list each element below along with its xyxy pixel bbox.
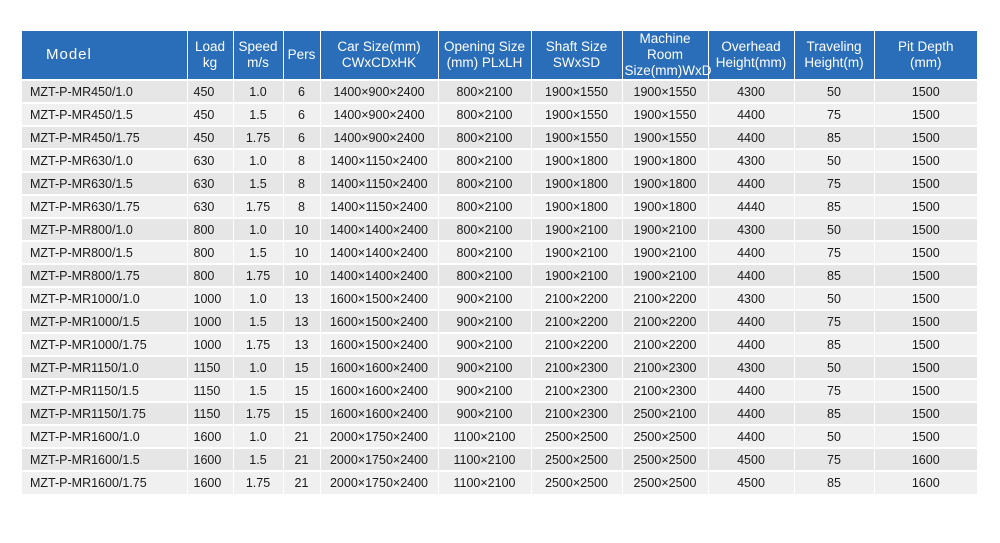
- cell-speed: 1.5: [233, 103, 283, 126]
- cell-pit-depth: 1500: [874, 218, 977, 241]
- cell-load: 1150: [187, 356, 233, 379]
- column-header-model: [22, 31, 187, 80]
- cell-speed: 1.75: [233, 402, 283, 425]
- column-header-line: Traveling: [806, 39, 862, 54]
- cell-overhead-height: 4400: [708, 310, 794, 333]
- column-header-line: Machine Room: [639, 31, 691, 62]
- cell-traveling-height: 85: [794, 264, 874, 287]
- cell-overhead-height: 4400: [708, 103, 794, 126]
- cell-speed: 1.5: [233, 310, 283, 333]
- cell-opening-size: 900×2100: [438, 402, 531, 425]
- column-header-load: [187, 31, 233, 80]
- cell-model: MZT-P-MR800/1.75: [22, 264, 187, 287]
- cell-pit-depth: 1500: [874, 379, 977, 402]
- cell-opening-size: 800×2100: [438, 103, 531, 126]
- cell-pit-depth: 1500: [874, 287, 977, 310]
- cell-car-size: 1600×1600×2400: [320, 379, 438, 402]
- cell-load: 800: [187, 218, 233, 241]
- cell-traveling-height: 75: [794, 448, 874, 471]
- cell-persons: 10: [283, 218, 320, 241]
- cell-model: MZT-P-MR450/1.0: [22, 80, 187, 103]
- cell-speed: 1.0: [233, 287, 283, 310]
- cell-model: MZT-P-MR1000/1.5: [22, 310, 187, 333]
- cell-traveling-height: 85: [794, 333, 874, 356]
- cell-overhead-height: 4500: [708, 471, 794, 494]
- cell-opening-size: 800×2100: [438, 195, 531, 218]
- cell-opening-size: 800×2100: [438, 172, 531, 195]
- column-header-line: Load: [194, 39, 226, 54]
- cell-car-size: 1400×900×2400: [320, 80, 438, 103]
- column-header-line: SWxSD: [552, 55, 601, 70]
- cell-pit-depth: 1600: [874, 448, 977, 471]
- cell-overhead-height: 4400: [708, 264, 794, 287]
- cell-overhead-height: 4400: [708, 379, 794, 402]
- cell-machine-room-size: 2500×2500: [622, 448, 708, 471]
- cell-model: MZT-P-MR1150/1.5: [22, 379, 187, 402]
- cell-machine-room-size: 1900×1550: [622, 80, 708, 103]
- column-header-line: Height(mm): [715, 55, 787, 70]
- cell-persons: 21: [283, 448, 320, 471]
- cell-persons: 13: [283, 310, 320, 333]
- cell-opening-size: 800×2100: [438, 80, 531, 103]
- column-header-line: Height(m): [804, 55, 864, 70]
- cell-traveling-height: 85: [794, 471, 874, 494]
- cell-machine-room-size: 2500×2500: [622, 471, 708, 494]
- cell-speed: 1.0: [233, 356, 283, 379]
- cell-pit-depth: 1500: [874, 80, 977, 103]
- cell-load: 800: [187, 241, 233, 264]
- cell-shaft-size: 1900×1550: [531, 80, 622, 103]
- cell-model: MZT-P-MR450/1.75: [22, 126, 187, 149]
- cell-persons: 6: [283, 80, 320, 103]
- column-header-overhead-height: [708, 31, 794, 80]
- column-header-line: Size(mm)WxD: [624, 63, 712, 78]
- cell-persons: 8: [283, 149, 320, 172]
- cell-speed: 1.5: [233, 448, 283, 471]
- cell-overhead-height: 4400: [708, 333, 794, 356]
- cell-speed: 1.75: [233, 333, 283, 356]
- cell-car-size: 1400×1400×2400: [320, 218, 438, 241]
- cell-traveling-height: 50: [794, 218, 874, 241]
- cell-opening-size: 900×2100: [438, 333, 531, 356]
- column-header-line: m/s: [247, 55, 269, 70]
- cell-persons: 10: [283, 241, 320, 264]
- cell-opening-size: 800×2100: [438, 241, 531, 264]
- cell-machine-room-size: 1900×1800: [622, 149, 708, 172]
- cell-machine-room-size: 2500×2500: [622, 425, 708, 448]
- cell-shaft-size: 1900×1800: [531, 195, 622, 218]
- cell-car-size: 1400×1400×2400: [320, 241, 438, 264]
- cell-shaft-size: 1900×1550: [531, 103, 622, 126]
- cell-car-size: 1400×900×2400: [320, 126, 438, 149]
- cell-traveling-height: 75: [794, 310, 874, 333]
- column-header-line: (mm): [910, 55, 942, 70]
- cell-model: MZT-P-MR1150/1.75: [22, 402, 187, 425]
- cell-overhead-height: 4500: [708, 448, 794, 471]
- cell-pit-depth: 1500: [874, 402, 977, 425]
- cell-car-size: 1400×1150×2400: [320, 149, 438, 172]
- cell-load: 450: [187, 126, 233, 149]
- cell-opening-size: 800×2100: [438, 218, 531, 241]
- cell-load: 1600: [187, 425, 233, 448]
- cell-opening-size: 1100×2100: [438, 425, 531, 448]
- cell-persons: 21: [283, 425, 320, 448]
- cell-speed: 1.5: [233, 172, 283, 195]
- table-row: [22, 103, 977, 126]
- cell-machine-room-size: 2100×2200: [622, 333, 708, 356]
- cell-machine-room-size: 1900×1550: [622, 126, 708, 149]
- cell-persons: 13: [283, 333, 320, 356]
- cell-load: 1150: [187, 379, 233, 402]
- cell-opening-size: 900×2100: [438, 287, 531, 310]
- cell-model: MZT-P-MR800/1.0: [22, 218, 187, 241]
- cell-car-size: 2000×1750×2400: [320, 425, 438, 448]
- cell-traveling-height: 50: [794, 149, 874, 172]
- cell-machine-room-size: 1900×1550: [622, 103, 708, 126]
- cell-load: 630: [187, 195, 233, 218]
- cell-machine-room-size: 1900×1800: [622, 172, 708, 195]
- cell-car-size: 1600×1600×2400: [320, 402, 438, 425]
- cell-persons: 13: [283, 287, 320, 310]
- column-header-pit-depth: [874, 31, 977, 80]
- column-header-persons: [283, 31, 320, 80]
- table-body: [22, 80, 977, 494]
- column-header-line: Model: [46, 46, 92, 63]
- table-row: [22, 333, 977, 356]
- cell-pit-depth: 1500: [874, 425, 977, 448]
- cell-car-size: 2000×1750×2400: [320, 471, 438, 494]
- cell-pit-depth: 1500: [874, 103, 977, 126]
- cell-opening-size: 1100×2100: [438, 471, 531, 494]
- cell-overhead-height: 4400: [708, 241, 794, 264]
- cell-overhead-height: 4300: [708, 287, 794, 310]
- cell-machine-room-size: 2500×2100: [622, 402, 708, 425]
- cell-speed: 1.5: [233, 241, 283, 264]
- cell-speed: 1.0: [233, 218, 283, 241]
- cell-traveling-height: 85: [794, 402, 874, 425]
- cell-overhead-height: 4300: [708, 218, 794, 241]
- cell-load: 800: [187, 264, 233, 287]
- column-header-line: kg: [202, 55, 218, 70]
- cell-model: MZT-P-MR1150/1.0: [22, 356, 187, 379]
- cell-machine-room-size: 2100×2200: [622, 287, 708, 310]
- cell-traveling-height: 75: [794, 379, 874, 402]
- cell-speed: 1.75: [233, 264, 283, 287]
- table-row: [22, 402, 977, 425]
- cell-persons: 6: [283, 126, 320, 149]
- table-row: [22, 80, 977, 103]
- cell-car-size: 1600×1500×2400: [320, 287, 438, 310]
- cell-load: 1000: [187, 333, 233, 356]
- cell-persons: 15: [283, 402, 320, 425]
- table-row: [22, 471, 977, 494]
- table-row: [22, 126, 977, 149]
- cell-car-size: 1400×1150×2400: [320, 195, 438, 218]
- cell-load: 1000: [187, 310, 233, 333]
- cell-persons: 8: [283, 172, 320, 195]
- cell-speed: 1.0: [233, 425, 283, 448]
- cell-model: MZT-P-MR1600/1.75: [22, 471, 187, 494]
- cell-model: MZT-P-MR1000/1.75: [22, 333, 187, 356]
- cell-pit-depth: 1500: [874, 241, 977, 264]
- cell-shaft-size: 1900×1800: [531, 172, 622, 195]
- cell-shaft-size: 2100×2200: [531, 333, 622, 356]
- cell-opening-size: 900×2100: [438, 356, 531, 379]
- cell-load: 450: [187, 103, 233, 126]
- table-row: [22, 195, 977, 218]
- cell-car-size: 1600×1600×2400: [320, 356, 438, 379]
- cell-model: MZT-P-MR630/1.0: [22, 149, 187, 172]
- cell-speed: 1.0: [233, 80, 283, 103]
- table-row: [22, 310, 977, 333]
- table-row: [22, 356, 977, 379]
- cell-load: 1000: [187, 287, 233, 310]
- cell-pit-depth: 1500: [874, 310, 977, 333]
- table-row: [22, 287, 977, 310]
- column-header-line: Pers: [287, 47, 316, 62]
- cell-pit-depth: 1500: [874, 172, 977, 195]
- cell-shaft-size: 2500×2500: [531, 425, 622, 448]
- cell-load: 1600: [187, 471, 233, 494]
- cell-overhead-height: 4400: [708, 402, 794, 425]
- table-row: [22, 218, 977, 241]
- cell-shaft-size: 1900×1550: [531, 126, 622, 149]
- column-header-car-size: [320, 31, 438, 80]
- cell-persons: 10: [283, 264, 320, 287]
- cell-shaft-size: 1900×1800: [531, 149, 622, 172]
- cell-machine-room-size: 1900×2100: [622, 264, 708, 287]
- cell-traveling-height: 75: [794, 241, 874, 264]
- cell-overhead-height: 4300: [708, 80, 794, 103]
- cell-shaft-size: 1900×2100: [531, 218, 622, 241]
- cell-car-size: 1400×1400×2400: [320, 264, 438, 287]
- cell-model: MZT-P-MR1600/1.0: [22, 425, 187, 448]
- table-row: [22, 172, 977, 195]
- cell-machine-room-size: 1900×1800: [622, 195, 708, 218]
- cell-model: MZT-P-MR630/1.75: [22, 195, 187, 218]
- column-header-line: (mm) PLxLH: [446, 55, 523, 70]
- cell-traveling-height: 75: [794, 172, 874, 195]
- cell-load: 630: [187, 149, 233, 172]
- column-header-traveling-height: [794, 31, 874, 80]
- cell-load: 1600: [187, 448, 233, 471]
- cell-machine-room-size: 2100×2300: [622, 356, 708, 379]
- table-row: [22, 425, 977, 448]
- column-header-line: Pit Depth: [897, 39, 954, 54]
- cell-traveling-height: 50: [794, 80, 874, 103]
- cell-shaft-size: 2100×2200: [531, 310, 622, 333]
- cell-shaft-size: 2500×2500: [531, 448, 622, 471]
- column-header-speed: [233, 31, 283, 80]
- column-header-line: Opening Size: [443, 39, 526, 54]
- cell-model: MZT-P-MR630/1.5: [22, 172, 187, 195]
- cell-speed: 1.75: [233, 126, 283, 149]
- cell-shaft-size: 2100×2200: [531, 287, 622, 310]
- cell-overhead-height: 4300: [708, 356, 794, 379]
- table-row: [22, 149, 977, 172]
- cell-speed: 1.75: [233, 471, 283, 494]
- cell-overhead-height: 4440: [708, 195, 794, 218]
- cell-opening-size: 800×2100: [438, 126, 531, 149]
- cell-machine-room-size: 1900×2100: [622, 218, 708, 241]
- cell-pit-depth: 1500: [874, 264, 977, 287]
- cell-model: MZT-P-MR450/1.5: [22, 103, 187, 126]
- cell-pit-depth: 1500: [874, 195, 977, 218]
- cell-machine-room-size: 2100×2300: [622, 379, 708, 402]
- cell-traveling-height: 85: [794, 195, 874, 218]
- cell-pit-depth: 1500: [874, 149, 977, 172]
- cell-overhead-height: 4400: [708, 172, 794, 195]
- table-row: [22, 379, 977, 402]
- cell-opening-size: 900×2100: [438, 379, 531, 402]
- cell-opening-size: 1100×2100: [438, 448, 531, 471]
- cell-shaft-size: 1900×2100: [531, 264, 622, 287]
- cell-persons: 6: [283, 103, 320, 126]
- table-header-row: [22, 31, 977, 80]
- cell-persons: 8: [283, 195, 320, 218]
- column-header-shaft-size: [531, 31, 622, 80]
- cell-traveling-height: 50: [794, 425, 874, 448]
- cell-pit-depth: 1500: [874, 333, 977, 356]
- cell-pit-depth: 1500: [874, 356, 977, 379]
- cell-load: 630: [187, 172, 233, 195]
- cell-opening-size: 800×2100: [438, 149, 531, 172]
- cell-persons: 15: [283, 379, 320, 402]
- cell-shaft-size: 2100×2300: [531, 356, 622, 379]
- cell-car-size: 1400×900×2400: [320, 103, 438, 126]
- table-row: [22, 241, 977, 264]
- cell-machine-room-size: 2100×2200: [622, 310, 708, 333]
- cell-machine-room-size: 1900×2100: [622, 241, 708, 264]
- column-header-line: Car Size(mm): [337, 39, 421, 54]
- cell-car-size: 2000×1750×2400: [320, 448, 438, 471]
- cell-model: MZT-P-MR1000/1.0: [22, 287, 187, 310]
- cell-traveling-height: 50: [794, 356, 874, 379]
- cell-opening-size: 800×2100: [438, 264, 531, 287]
- column-header-line: Shaft Size: [545, 39, 608, 54]
- column-header-line: Speed: [238, 39, 278, 54]
- table-row: [22, 264, 977, 287]
- cell-overhead-height: 4300: [708, 149, 794, 172]
- table-row: [22, 448, 977, 471]
- column-header-line: CWxCDxHK: [341, 55, 417, 70]
- column-header-line: Overhead: [721, 39, 781, 54]
- cell-pit-depth: 1500: [874, 126, 977, 149]
- cell-load: 450: [187, 80, 233, 103]
- elevator-spec-table: [22, 31, 977, 494]
- cell-overhead-height: 4400: [708, 425, 794, 448]
- cell-traveling-height: 50: [794, 287, 874, 310]
- cell-pit-depth: 1600: [874, 471, 977, 494]
- cell-load: 1150: [187, 402, 233, 425]
- cell-opening-size: 900×2100: [438, 310, 531, 333]
- cell-shaft-size: 2500×2500: [531, 471, 622, 494]
- cell-model: MZT-P-MR800/1.5: [22, 241, 187, 264]
- column-header-opening-size: [438, 31, 531, 80]
- cell-overhead-height: 4400: [708, 126, 794, 149]
- cell-shaft-size: 2100×2300: [531, 402, 622, 425]
- cell-speed: 1.5: [233, 379, 283, 402]
- cell-model: MZT-P-MR1600/1.5: [22, 448, 187, 471]
- cell-traveling-height: 75: [794, 103, 874, 126]
- cell-car-size: 1600×1500×2400: [320, 333, 438, 356]
- cell-shaft-size: 1900×2100: [531, 241, 622, 264]
- cell-traveling-height: 85: [794, 126, 874, 149]
- column-header-machine-room-size: [622, 31, 712, 80]
- cell-speed: 1.75: [233, 195, 283, 218]
- cell-persons: 21: [283, 471, 320, 494]
- cell-car-size: 1400×1150×2400: [320, 172, 438, 195]
- cell-shaft-size: 2100×2300: [531, 379, 622, 402]
- cell-persons: 15: [283, 356, 320, 379]
- cell-speed: 1.0: [233, 149, 283, 172]
- cell-car-size: 1600×1500×2400: [320, 310, 438, 333]
